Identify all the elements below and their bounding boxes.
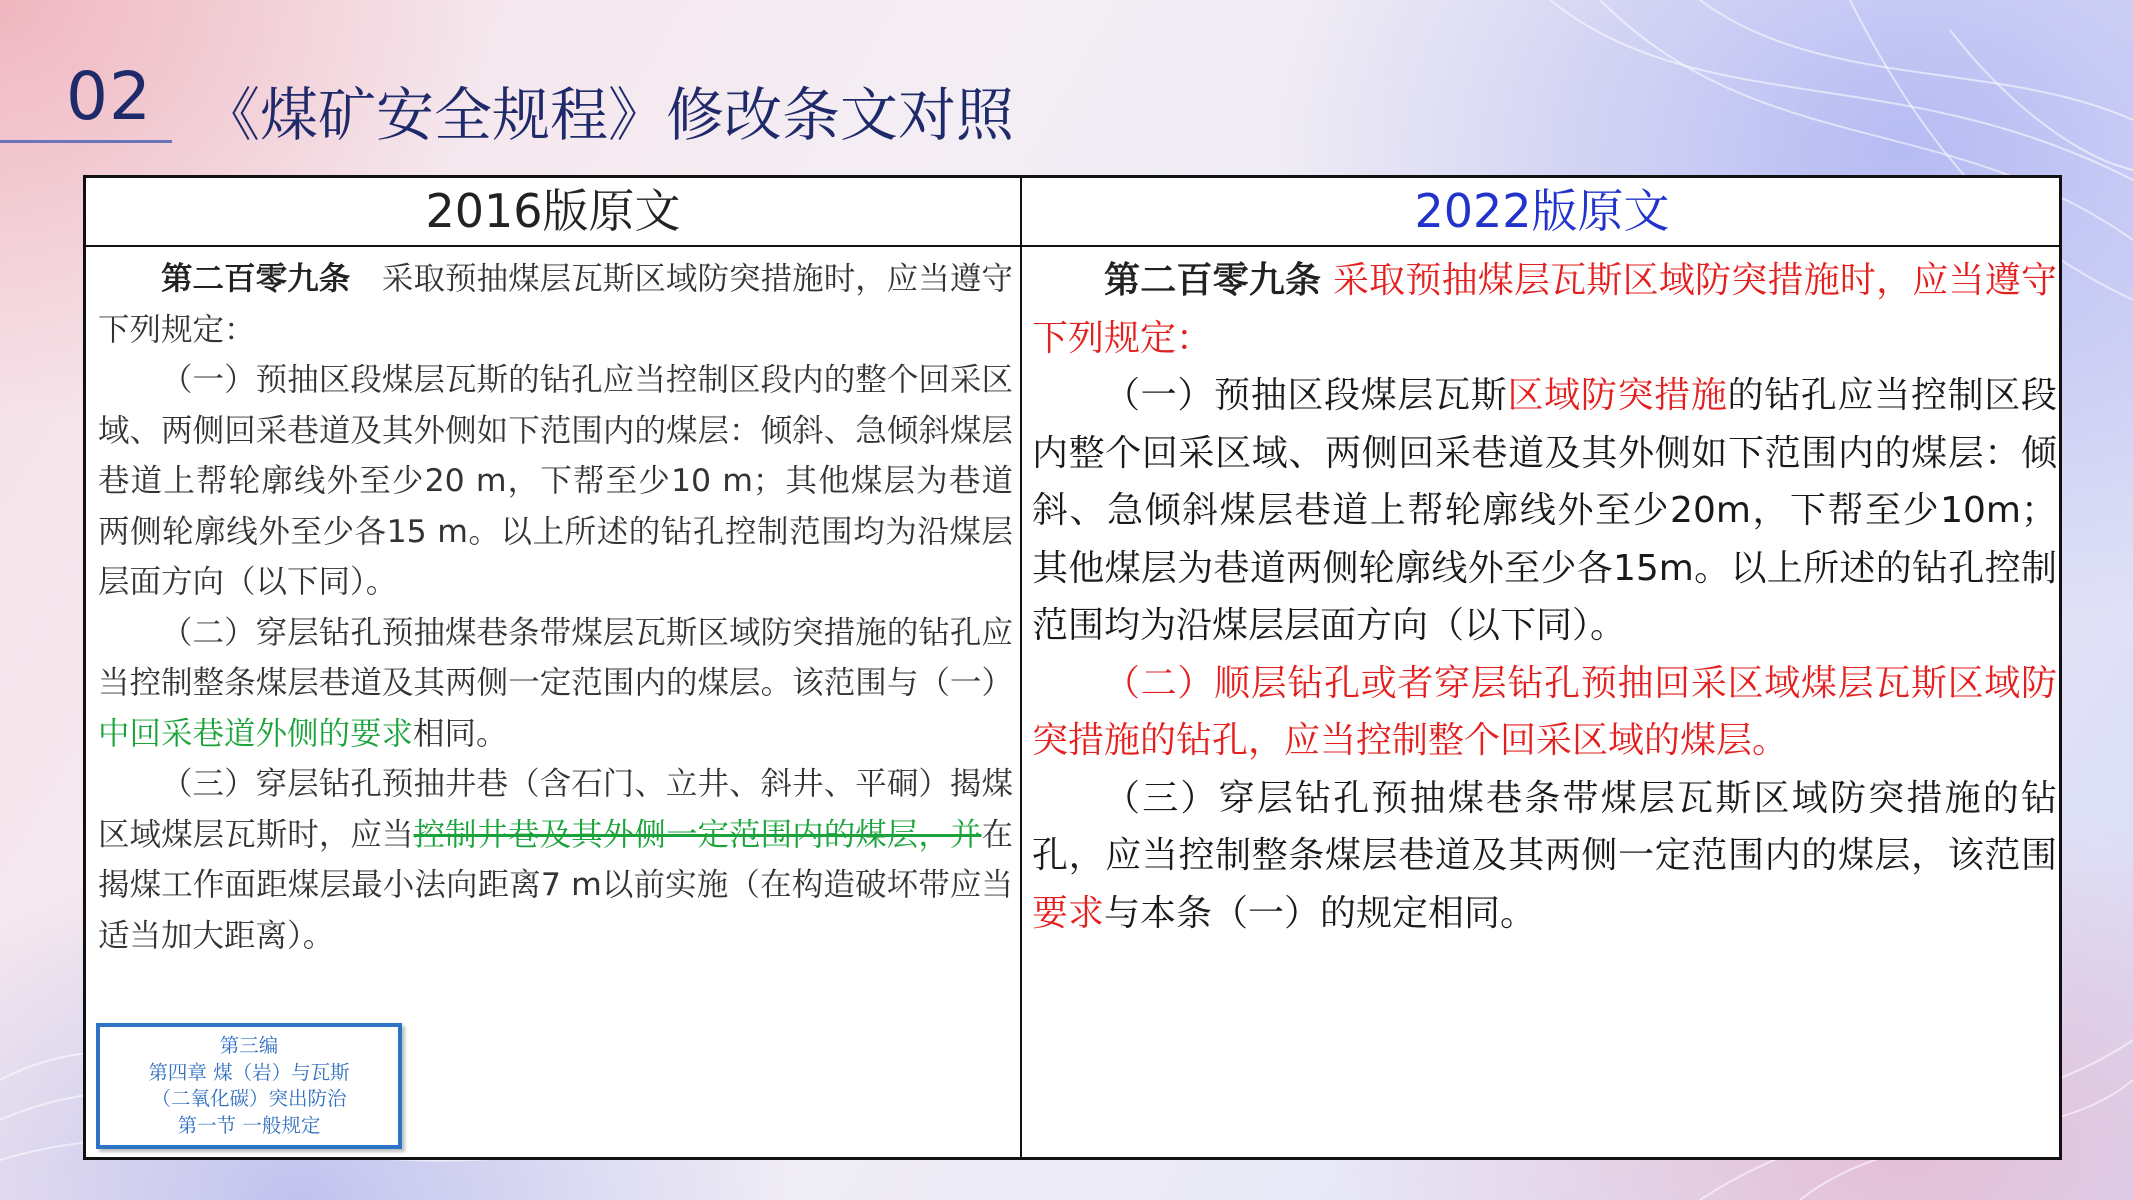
red-highlight: 区域防突措施 (1507, 375, 1728, 416)
column-divider (1020, 178, 1022, 1157)
reference-line: 第一节 一般规定 (177, 1113, 321, 1137)
reference-line: 第四章 煤（岩）与瓦斯 (148, 1060, 350, 1084)
red-highlight: 要求 (1032, 892, 1105, 934)
old-version-text (98, 254, 1013, 961)
green-highlight: 中回采巷道外侧的要求 (98, 715, 414, 752)
reference-line: （二氧化碳）突出防治 (151, 1087, 347, 1110)
new-paragraph-2: （一）预抽区段煤层瓦斯区域防突措施的钻孔应当控制区段内整个回采区域、两侧回采巷道及其外侧如下范围内的煤层：倾斜、急倾斜煤层巷道上帮轮廓线外至少20m，下帮至少10m；其他煤层为巷道两侧轮廓线外至少各15m。以上所述的钻孔控制范围均为沿煤层层面方向（以下同）。 (1032, 375, 2057, 646)
slide-title: 《煤矿安全规程》修改条文对照 (202, 81, 1015, 149)
slide-number-underline (0, 140, 172, 143)
chapter-reference-box (96, 1023, 402, 1149)
old-paragraph-2: （一）预抽区段煤层瓦斯的钻孔应当控制区段内的整个回采区域、两侧回采巷道及其外侧如下范围内的煤层：倾斜、急倾斜煤层巷道上帮轮廓线外至少20 m，下帮至少10 m；其他煤层为巷道两侧轮廓线外至少各15 m。以上所述的钻孔控制范围均为沿煤层层面方向（以下同）。 (98, 362, 1013, 600)
slide-number: 02 (66, 58, 152, 135)
new-paragraph-1 (1032, 252, 2057, 367)
new-paragraph-3: （二）顺层钻孔或者穿层钻孔预抽回采区域煤层瓦斯区域防突措施的钻孔，应当控制整个回采区域的煤层。 (1032, 662, 2057, 761)
comparison-table (83, 175, 2062, 1160)
column-header-2016: 2016版原文 (425, 184, 681, 238)
old-paragraph-4: （三）穿层钻孔预抽井巷（含石门、立井、斜井、平硐）揭煤区域煤层瓦斯时，应当控制井巷及其外侧一定范围内的煤层，并在揭煤工作面距煤层最小法向距离7 m以前实施（在构造破坏带应当适当加大距离）。 (98, 766, 1013, 954)
article-number: 第二百零九条 (161, 261, 351, 297)
header-divider (86, 245, 2059, 247)
green-strikethrough-highlight: 控制井巷及其外侧一定范围内的煤层，并 (413, 816, 982, 853)
red-highlight: 采取预抽煤层瓦斯区域防突措施时，应当遵守下列规定： (1032, 260, 2057, 359)
old-paragraph-3: （二）穿层钻孔预抽煤巷条带煤层瓦斯区域防突措施的钻孔应当控制整条煤层巷道及其两侧一定范围内的煤层。该范围与（一）中回采巷道外侧的要求相同。 (98, 614, 1013, 752)
new-paragraph-4: （三）穿层钻孔预抽煤巷条带煤层瓦斯区域防突措施的钻孔，应当控制整条煤层巷道及其两侧一定范围内的煤层，该范围要求与本条（一）的规定相同。 (1032, 777, 2057, 934)
old-paragraph-1: 第二百零九条 采取预抽煤层瓦斯区域防突措施时，应当遵守下列规定： (98, 261, 1013, 348)
new-version-text (1032, 252, 2057, 942)
reference-line: 第三编 (219, 1034, 279, 1057)
slide-header (0, 40, 1200, 150)
column-header-2022: 2022版原文 (1414, 184, 1670, 238)
article-number: 第二百零九条 (1104, 260, 1322, 301)
